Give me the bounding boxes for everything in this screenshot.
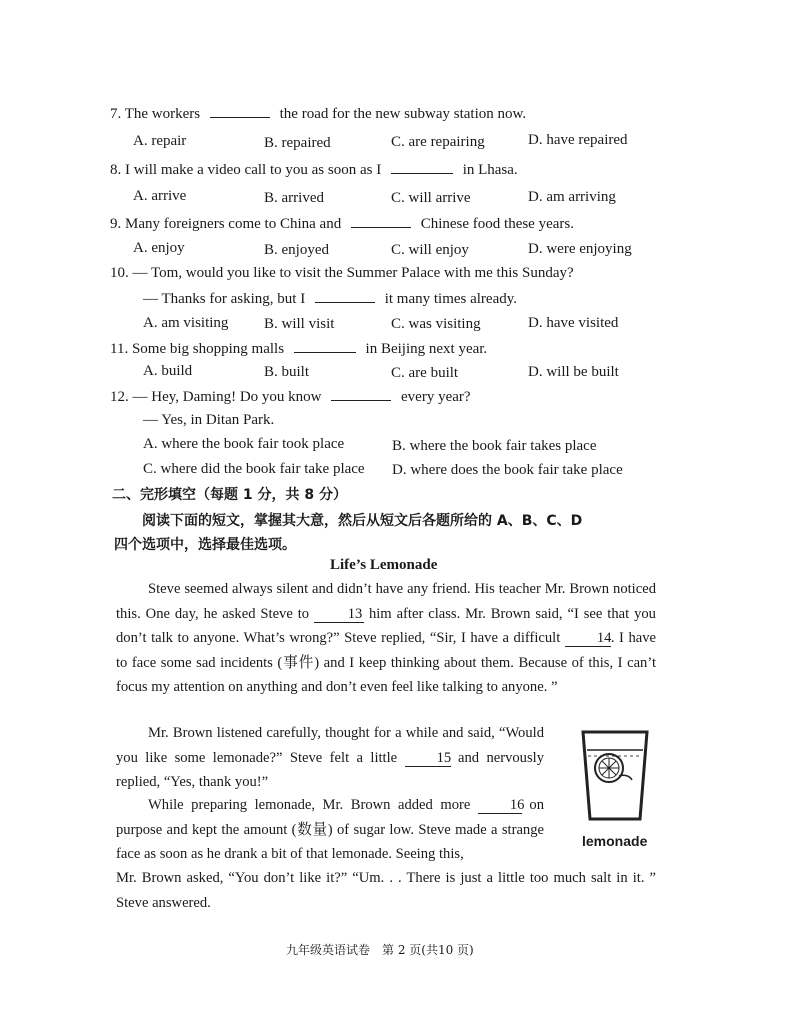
question-stem-text: in Lhasa. — [462, 162, 518, 178]
option-d: D. have visited — [528, 315, 619, 331]
passage-paragraph-3 — [116, 793, 544, 867]
option-b: B. arrived — [264, 190, 324, 206]
reply-text: — Thanks for asking, but I — [143, 291, 306, 307]
passage-paragraph-1 — [116, 577, 656, 700]
option-b: B. where the book fair takes place — [392, 438, 597, 454]
option-d: D. have repaired — [528, 132, 628, 148]
option-b: B. will visit — [264, 316, 335, 332]
option-d: D. will be built — [528, 364, 619, 380]
question-10-stem: 10. — Tom, would you like to visit the Summer Palace with me this Sunday? — [110, 265, 574, 281]
option-b: B. built — [264, 364, 310, 380]
answer-blank — [294, 338, 356, 353]
option-c: C. are repairing — [391, 134, 485, 150]
answer-blank — [315, 288, 375, 303]
option-b: B. enjoyed — [264, 242, 329, 258]
section-instructions: 四个选项中，选择最佳选项。 — [114, 537, 296, 553]
answer-blank — [391, 159, 453, 174]
option-b: B. repaired — [264, 135, 331, 151]
question-stem-text: the road for the new subway station now. — [279, 106, 527, 122]
question-12-stem — [110, 386, 471, 407]
option-a: A. enjoy — [133, 240, 185, 256]
page-footer: 九年级英语试卷 第 2 页(共10 页) — [286, 943, 474, 957]
passage-paragraph-3-end: Mr. Brown asked, “You don’t like it?” “Um. . . There is just a little too much salt in it. ” Steve answered. — [116, 870, 656, 911]
figure-caption: lemonade — [582, 833, 648, 849]
question-stem-text: 11. Some big shopping malls — [110, 341, 285, 357]
answer-blank-15: 15 — [405, 750, 451, 767]
option-a: A. arrive — [133, 188, 187, 204]
passage-text: . I have to face some sad incidents (事件) and I keep thinking about them. Because of this, I can’t focus my attention on anything and don’t even feel like talking to anyone. ” — [116, 630, 656, 696]
option-a: A. where the book fair took place — [143, 436, 345, 452]
option-a: A. build — [143, 363, 193, 379]
option-c: C. where did the book fair take place — [143, 461, 365, 477]
reply-text: it many times already. — [384, 291, 518, 307]
question-12-reply: — Yes, in Ditan Park. — [143, 412, 275, 428]
option-c: C. will arrive — [391, 190, 471, 206]
question-7-stem — [110, 103, 526, 124]
question-stem-text: 7. The workers — [110, 106, 201, 122]
answer-blank-16: 16 — [478, 797, 522, 814]
question-stem-text: in Beijing next year. — [365, 341, 488, 357]
option-c: C. will enjoy — [391, 242, 469, 258]
option-d: D. were enjoying — [528, 241, 632, 257]
passage-paragraph-2 — [116, 721, 544, 795]
answer-blank-14: 14 — [565, 630, 611, 647]
passage-text: on purpose and kept the amount (数量) of sugar low. Steve made a strange face as soon as he drank a bit of that lemonade. Seeing this, — [116, 797, 544, 863]
passage-title: Life’s Lemonade — [330, 557, 438, 573]
option-a: A. am visiting — [143, 315, 229, 331]
passage-text: and nervously replied, “Yes, thank you!” — [116, 749, 544, 791]
option-c: C. was visiting — [391, 316, 481, 332]
question-stem-text: 8. I will make a video call to you as soon as I — [110, 162, 382, 178]
question-9-stem — [110, 213, 574, 234]
section-instructions: 阅读下面的短文，掌握其大意，然后从短文后各题所给的 A、B、C、D — [142, 513, 583, 529]
answer-blank — [351, 213, 411, 228]
option-d: D. where does the book fair take place — [392, 462, 623, 478]
passage-text: While preparing lemonade, Mr. Brown added more — [148, 797, 471, 813]
question-11-stem — [110, 338, 487, 359]
question-stem-text: Chinese food these years. — [420, 216, 574, 232]
section-heading: 二、完形填空（每题 1 分，共 8 分） — [112, 487, 347, 503]
option-d: D. am arriving — [528, 189, 616, 205]
passage-text: him after class. Mr. Brown said, “I see that you don’t talk to anyone. What’s wrong?” Steve replied, “Sir, I have a difficult — [116, 605, 656, 647]
option-c: C. are built — [391, 365, 459, 381]
question-stem-text: 9. Many foreigners come to China and — [110, 216, 342, 232]
question-stem-text: every year? — [401, 389, 471, 405]
question-10-reply — [143, 288, 517, 309]
question-stem-text: 12. — Hey, Daming! Do you know — [110, 389, 322, 405]
lemonade-glass-icon — [580, 730, 650, 822]
passage-text: Mr. Brown listened carefully, thought for a while and said, “Would you like some lemonade?” Steve felt a little — [116, 725, 544, 766]
answer-blank — [331, 386, 391, 401]
question-8-stem — [110, 159, 518, 180]
answer-blank-13: 13 — [314, 606, 364, 623]
passage-text: Steve seemed always silent and didn’t have any friend. His teacher Mr. Brown noticed this. One day, he asked Steve to — [116, 581, 656, 622]
option-a: A. repair — [133, 133, 187, 149]
answer-blank — [210, 103, 270, 118]
